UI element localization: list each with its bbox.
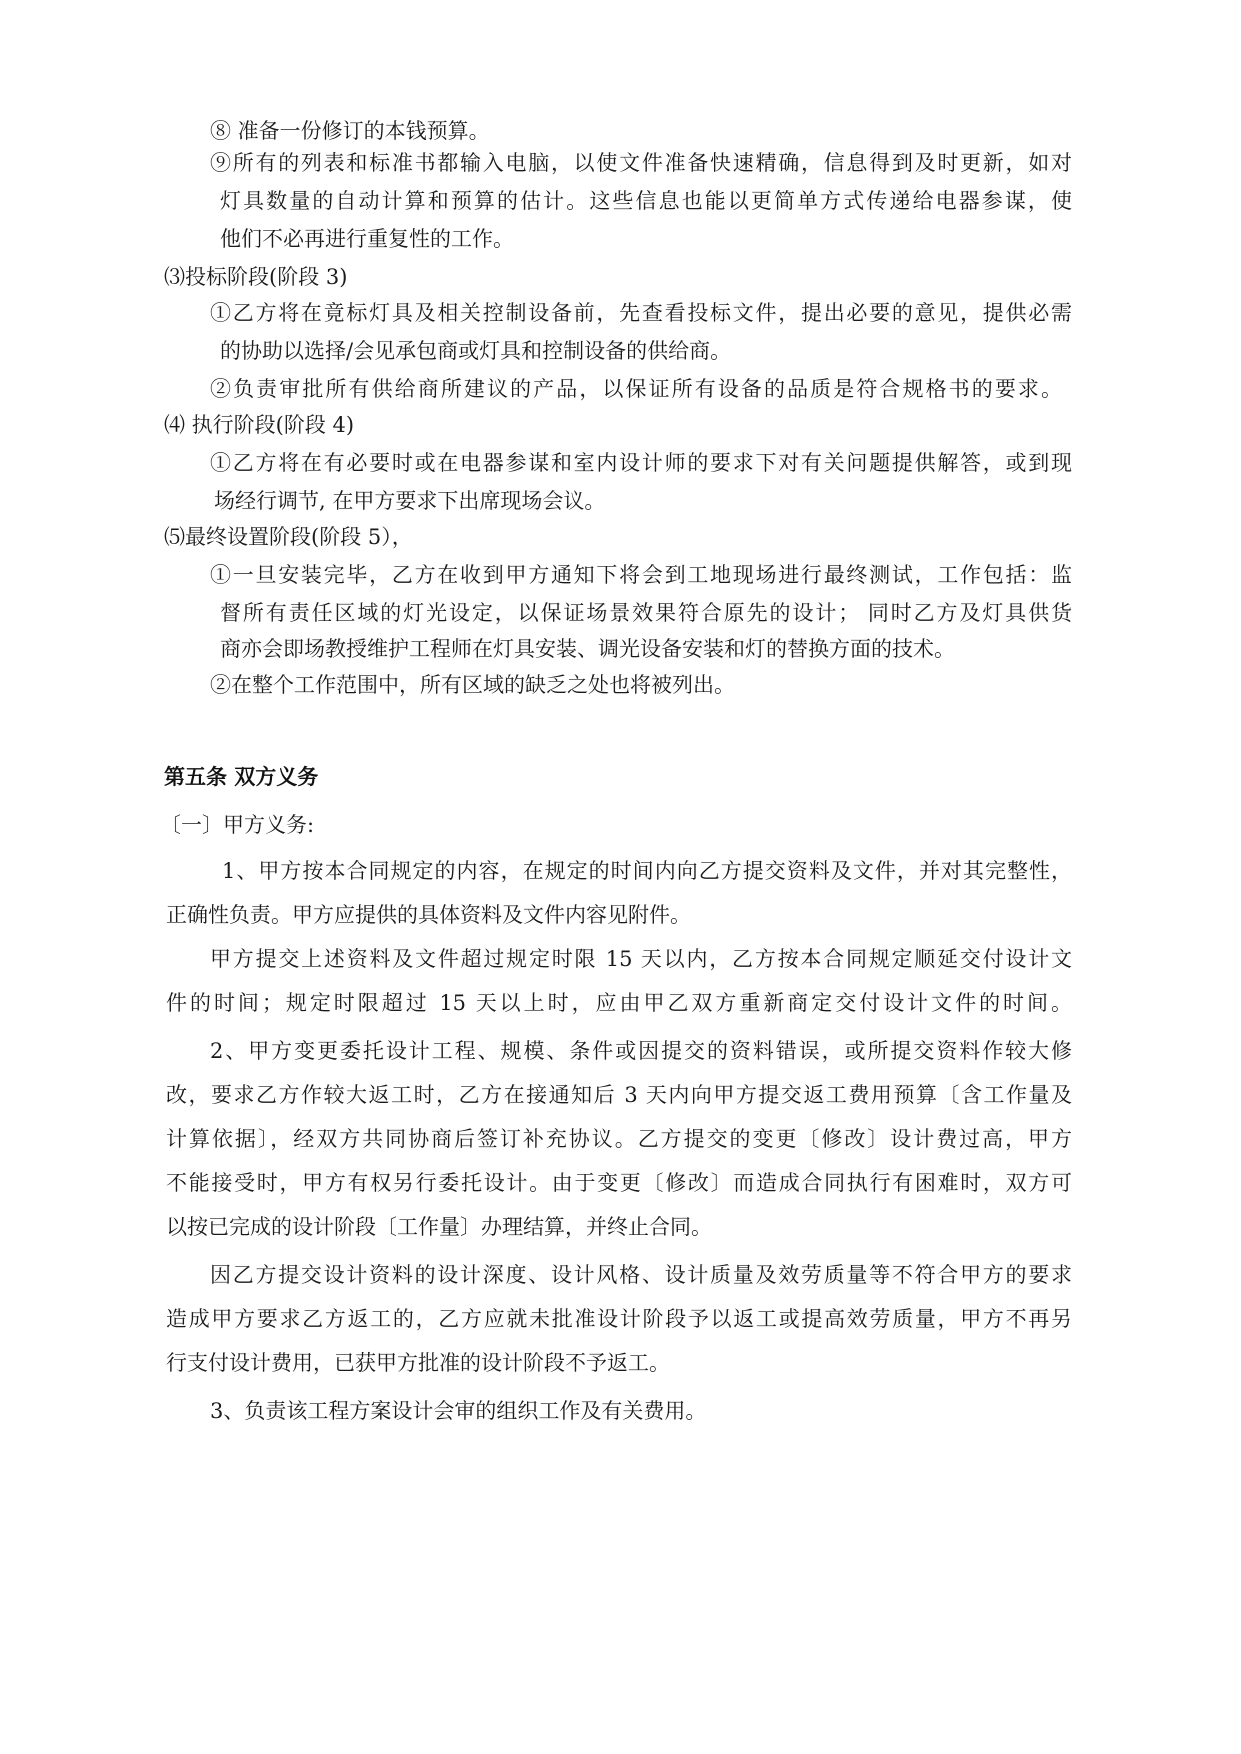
clause-2-line-2: 改，要求乙方作较大返工时，乙方在接通知后 3 天内向甲方提交返工费用预算〔含工作量及 [166, 1083, 1072, 1107]
phase-5-item-1-line-1: ①一旦安装完毕，乙方在收到甲方通知下将会到工地现场进行最终测试，工作包括：监 [210, 563, 1072, 587]
phase-3-item-1-line-2: 的协助以选择/会见承包商或灯具和控制设备的供给商。 [220, 339, 732, 363]
phase-3-item-1-line-1: ①乙方将在竟标灯具及相关控制设备前，先查看投标文件，提出必要的意见，提供必需 [210, 301, 1072, 325]
party-a-obligations-title: 〔一〕甲方义务: [160, 813, 315, 837]
phase-4-item-1-line-2: 场经行调节, 在甲方要求下出席现场会议。 [214, 489, 606, 513]
clause-1-line-1: 1、甲方按本合同规定的内容，在规定的时间内向乙方提交资料及文件，并对其完整性， [222, 859, 1072, 883]
phase-2-item-9-line-3: 他们不必再进行重复性的工作。 [220, 227, 514, 251]
clause-2-note-line-1: 因乙方提交设计资料的设计深度、设计风格、设计质量及效劳质量等不符合甲方的要求 [210, 1263, 1072, 1287]
clause-2-note-line-3: 行支付设计费用，已获甲方批准的设计阶段不予返工。 [166, 1351, 670, 1375]
phase-2-item-8: ⑧ 准备一份修订的本钱预算。 [210, 119, 490, 143]
phase-5-item-1-line-3: 商亦会即场教授维护工程师在灯具安装、调光设备安装和灯的替换方面的技术。 [220, 637, 955, 661]
phase-4-item-1-line-1: ①乙方将在有必要时或在电器参谋和室内设计师的要求下对有关问题提供解答，或到现 [210, 451, 1072, 475]
clause-2-line-5: 以按已完成的设计阶段〔工作量〕办理结算，并终止合同。 [166, 1215, 712, 1239]
article-5-heading: 第五条 双方义务 [164, 765, 319, 789]
clause-2-line-4: 不能接受时，甲方有权另行委托设计。由于变更〔修改〕而造成合同执行有困难时，双方可 [166, 1171, 1072, 1195]
phase-2-item-9-line-1: ⑨所有的列表和标准书都输入电脑，以使文件准备快速精确，信息得到及时更新，如对 [210, 151, 1072, 175]
clause-2-note-line-2: 造成甲方要求乙方返工的，乙方应就未批准设计阶段予以返工或提高效劳质量，甲方不再另 [166, 1307, 1072, 1331]
phase-5-item-2: ②在整个工作范围中，所有区域的缺乏之处也将被列出。 [210, 673, 735, 697]
clause-2-line-3: 计算依据〕，经双方共同协商后签订补充协议。乙方提交的变更〔修改〕设计费过高，甲方 [166, 1127, 1072, 1151]
clause-3: 3、负责该工程方案设计会审的组织工作及有关费用。 [210, 1399, 707, 1423]
clause-1-line-2: 正确性负责。甲方应提供的具体资料及文件内容见附件。 [166, 903, 691, 927]
phase-3-title: ⑶投标阶段(阶段 3) [164, 265, 348, 289]
clause-2-line-1: 2、甲方变更委托设计工程、规模、条件或因提交的资料错误，或所提交资料作较大修 [210, 1039, 1072, 1063]
clause-1-note-line-1: 甲方提交上述资料及文件超过规定时限 15 天以内，乙方按本合同规定顺延交付设计文 [210, 947, 1072, 971]
clause-1-note-line-2: 件的时间；规定时限超过 15 天以上时，应由甲乙双方重新商定交付设计文件的时间。 [166, 991, 1072, 1015]
phase-4-title: ⑷ 执行阶段(阶段 4) [164, 413, 355, 437]
phase-2-item-9-line-2: 灯具数量的自动计算和预算的估计。这些信息也能以更简单方式传递给电器参谋，使 [220, 189, 1072, 213]
phase-5-title: ⑸最终设置阶段(阶段 5）， [164, 525, 413, 549]
phase-3-item-2: ②负责审批所有供给商所建议的产品，以保证所有设备的品质是符合规格书的要求。 [210, 377, 1062, 401]
phase-5-item-1-line-2: 督所有责任区域的灯光设定，以保证场景效果符合原先的设计； 同时乙方及灯具供货 [220, 601, 1072, 625]
